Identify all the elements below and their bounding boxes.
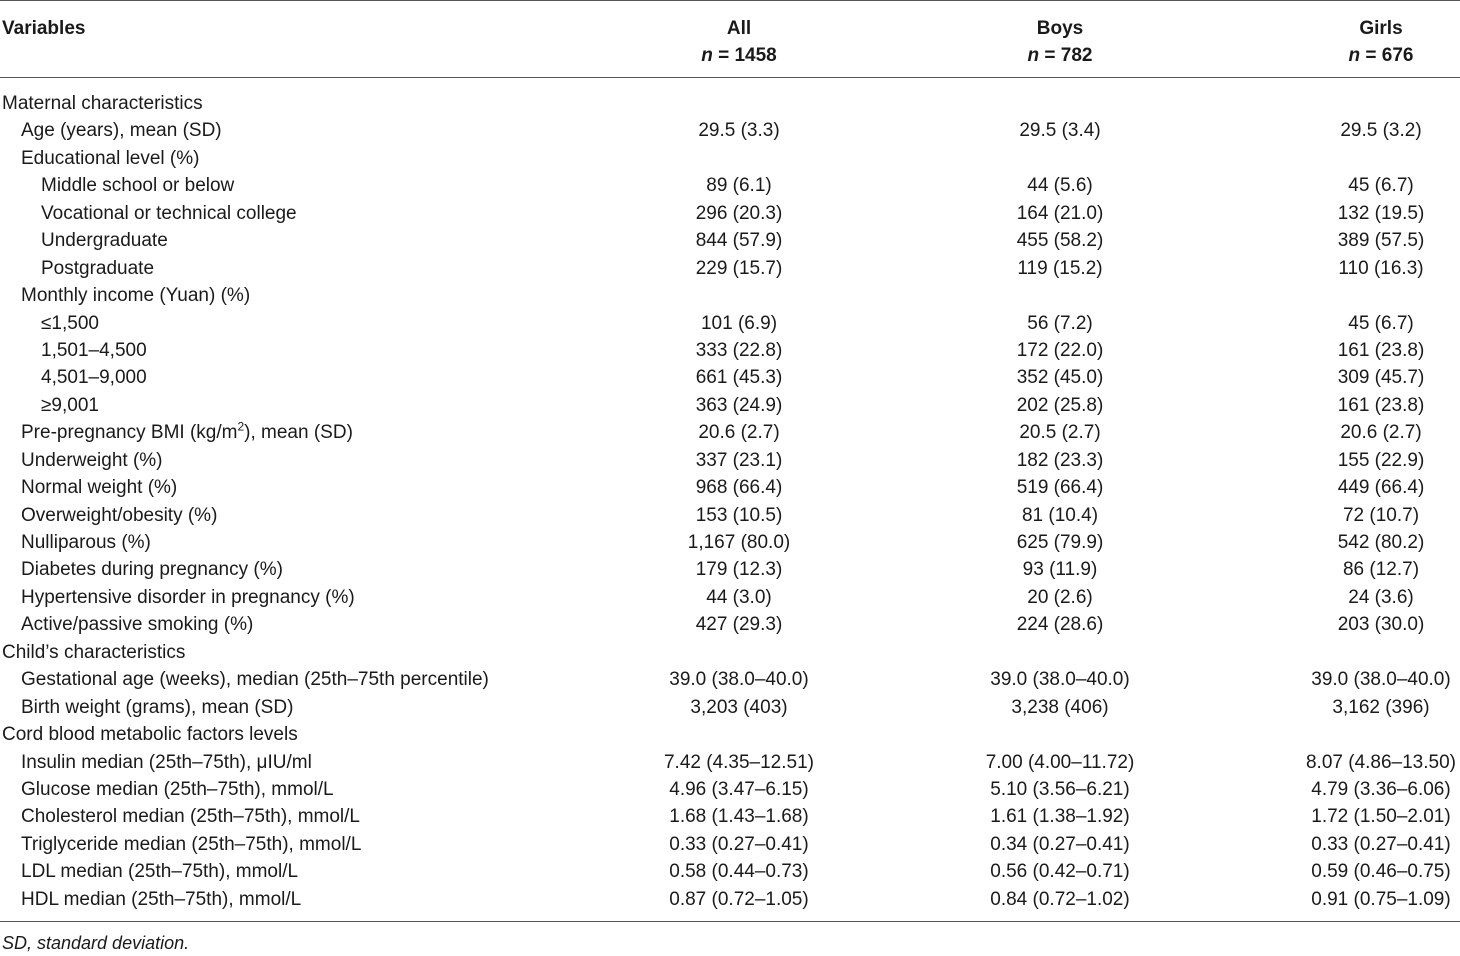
cell-boys: 519 (66.4) bbox=[1016, 477, 1104, 499]
row-label: Active/passive smoking (%) bbox=[21, 614, 254, 636]
row-label: Birth weight (grams), mean (SD) bbox=[21, 696, 294, 718]
cell-girls: 1.72 (1.50–2.01) bbox=[1311, 806, 1451, 828]
cell-all: 0.33 (0.27–0.41) bbox=[669, 833, 809, 855]
cell-girls: 203 (30.0) bbox=[1337, 614, 1425, 636]
cell-girls: 24 (3.6) bbox=[1348, 586, 1414, 608]
cell-boys: 81 (10.4) bbox=[1021, 504, 1099, 526]
cell-girls: 4.79 (3.36–6.06) bbox=[1311, 778, 1451, 800]
cell-boys: 29.5 (3.4) bbox=[1019, 120, 1101, 142]
cell-boys: 0.84 (0.72–1.02) bbox=[990, 888, 1130, 910]
cell-boys: 224 (28.6) bbox=[1016, 614, 1104, 636]
header-boys-name: Boys bbox=[1036, 18, 1084, 39]
row-label: Educational level (%) bbox=[21, 147, 200, 169]
cell-all: 153 (10.5) bbox=[695, 504, 783, 526]
row-label: Gestational age (weeks), median (25th–75th percentile) bbox=[21, 669, 489, 691]
cell-girls: 45 (6.7) bbox=[1348, 312, 1414, 334]
cell-boys: 93 (11.9) bbox=[1022, 559, 1098, 581]
table-row bbox=[0, 611, 1460, 638]
cell-all: 0.87 (0.72–1.05) bbox=[669, 888, 809, 910]
cell-boys: 352 (45.0) bbox=[1016, 367, 1104, 389]
row-label: Vocational or technical college bbox=[41, 202, 297, 224]
cell-boys: 20.5 (2.7) bbox=[1019, 422, 1101, 444]
row-label: Insulin median (25th–75th), μIU/ml bbox=[21, 751, 312, 773]
header-girls bbox=[1231, 15, 1460, 69]
cell-boys: 202 (25.8) bbox=[1016, 394, 1104, 416]
cell-boys: 7.00 (4.00–11.72) bbox=[985, 751, 1135, 773]
table-body bbox=[0, 90, 1460, 913]
table-row bbox=[0, 803, 1460, 830]
cell-all: 333 (22.8) bbox=[695, 339, 783, 361]
table-row bbox=[0, 447, 1460, 474]
header-rule bbox=[0, 77, 1460, 78]
row-label: HDL median (25th–75th), mmol/L bbox=[21, 888, 302, 910]
table-row bbox=[0, 886, 1460, 913]
row-label: Hypertensive disorder in pregnancy (%) bbox=[21, 586, 355, 608]
row-label: LDL median (25th–75th), mmol/L bbox=[21, 861, 299, 883]
cell-all: 296 (20.3) bbox=[695, 202, 783, 224]
row-label: Triglyceride median (25th–75th), mmol/L bbox=[21, 833, 362, 855]
table-row bbox=[0, 639, 1460, 666]
cell-girls: 39.0 (38.0–40.0) bbox=[1311, 669, 1451, 691]
row-label: Age (years), mean (SD) bbox=[21, 120, 222, 142]
cell-boys: 172 (22.0) bbox=[1016, 339, 1104, 361]
table-footnote: SD, standard deviation. bbox=[2, 933, 190, 953]
cell-all: 363 (24.9) bbox=[695, 394, 783, 416]
row-label: Pre-pregnancy BMI $(kg/m^2)$, mean (SD) bbox=[21, 419, 353, 444]
cell-girls: 0.91 (0.75–1.09) bbox=[1311, 888, 1451, 910]
cell-boys: 455 (58.2) bbox=[1016, 230, 1104, 252]
cell-boys: 182 (23.3) bbox=[1016, 449, 1104, 471]
row-label: ≤1,500 bbox=[41, 312, 99, 334]
header-boys bbox=[910, 15, 1210, 69]
table-bottom-rule bbox=[0, 921, 1460, 922]
table-row bbox=[0, 666, 1460, 693]
table-row bbox=[0, 776, 1460, 803]
row-label: Normal weight (%) bbox=[21, 477, 178, 499]
cell-boys: 1.61 (1.38–1.92) bbox=[990, 806, 1130, 828]
cell-boys: 164 (21.0) bbox=[1016, 202, 1104, 224]
row-label: Cholesterol median (25th–75th), mmol/L bbox=[21, 806, 361, 828]
header-boys-n: n = 782 bbox=[1027, 45, 1093, 66]
cell-all: 179 (12.3) bbox=[695, 559, 783, 581]
cell-boys: 20 (2.6) bbox=[1027, 586, 1093, 608]
table-row bbox=[0, 282, 1460, 309]
cell-all: 427 (29.3) bbox=[695, 614, 783, 636]
cell-all: 39.0 (38.0–40.0) bbox=[669, 669, 809, 691]
row-label: Undergraduate bbox=[41, 230, 168, 252]
cell-all: 44 (3.0) bbox=[706, 586, 772, 608]
table-row bbox=[0, 749, 1460, 776]
row-label: 4,501–9,000 bbox=[41, 367, 147, 389]
cell-girls: 132 (19.5) bbox=[1337, 202, 1425, 224]
table-row bbox=[0, 529, 1460, 556]
table-row bbox=[0, 694, 1460, 721]
cell-all: 337 (23.1) bbox=[695, 449, 783, 471]
cell-girls: 161 (23.8) bbox=[1337, 394, 1425, 416]
cell-all: 7.42 (4.35–12.51) bbox=[663, 751, 814, 773]
table-row bbox=[0, 419, 1460, 446]
row-label: Underweight (%) bbox=[21, 449, 163, 471]
table-row bbox=[0, 172, 1460, 199]
cell-all: 844 (57.9) bbox=[695, 230, 783, 252]
cell-boys: 56 (7.2) bbox=[1027, 312, 1093, 334]
table-row bbox=[0, 584, 1460, 611]
cell-all: 1.68 (1.43–1.68) bbox=[669, 806, 809, 828]
table-row bbox=[0, 145, 1460, 172]
table-row bbox=[0, 337, 1460, 364]
cell-girls: 449 (66.4) bbox=[1337, 477, 1425, 499]
row-label: Nulliparous (%) bbox=[21, 532, 151, 553]
table-top-rule bbox=[0, 0, 1460, 1]
row-label: Diabetes during pregnancy (%) bbox=[21, 559, 283, 581]
cell-boys: 119 (15.2) bbox=[1017, 257, 1103, 279]
cell-all: 3,203 (403) bbox=[690, 696, 788, 718]
cell-girls: 542 (80.2) bbox=[1337, 532, 1425, 553]
row-label: ≥9,001 bbox=[41, 394, 99, 416]
cell-all: 4.96 (3.47–6.15) bbox=[669, 778, 809, 800]
cell-boys: 0.56 (0.42–0.71) bbox=[990, 861, 1130, 883]
cell-all: 0.58 (0.44–0.73) bbox=[669, 861, 809, 883]
cell-girls: 0.33 (0.27–0.41) bbox=[1311, 833, 1451, 855]
cell-all: 29.5 (3.3) bbox=[698, 120, 780, 142]
row-label: Glucose median (25th–75th), mmol/L bbox=[21, 778, 334, 800]
header-all-n: n = 1458 bbox=[701, 45, 777, 66]
cell-boys: 44 (5.6) bbox=[1027, 175, 1093, 197]
row-label: Monthly income (Yuan) (%) bbox=[21, 285, 251, 307]
table-row bbox=[0, 227, 1460, 254]
cell-all: 20.6 (2.7) bbox=[698, 422, 780, 444]
header-girls-name: Girls bbox=[1359, 18, 1403, 39]
row-label: Child’s characteristics bbox=[2, 641, 186, 663]
cell-girls: 155 (22.9) bbox=[1337, 449, 1425, 471]
cell-all: 1,167 (80.0) bbox=[687, 532, 791, 553]
table-row bbox=[0, 556, 1460, 583]
cell-boys: 625 (79.9) bbox=[1016, 532, 1104, 553]
row-label: Overweight/obesity (%) bbox=[21, 504, 218, 526]
cell-girls: 45 (6.7) bbox=[1348, 175, 1414, 197]
cell-girls: 8.07 (4.86–13.50) bbox=[1305, 751, 1456, 773]
cell-boys: 3,238 (406) bbox=[1011, 696, 1109, 718]
cell-girls: 161 (23.8) bbox=[1337, 339, 1425, 361]
row-label: Middle school or below bbox=[41, 175, 235, 197]
table-row bbox=[0, 117, 1460, 144]
row-label: Maternal characteristics bbox=[2, 93, 203, 114]
table-row bbox=[0, 831, 1460, 858]
row-label: Postgraduate bbox=[41, 257, 155, 279]
cell-girls: 29.5 (3.2) bbox=[1340, 120, 1422, 142]
cell-all: 229 (15.7) bbox=[695, 257, 783, 279]
cell-all: 101 (6.9) bbox=[700, 312, 778, 334]
table-row bbox=[0, 392, 1460, 419]
header-all-name: All bbox=[726, 18, 752, 39]
header-all bbox=[589, 15, 889, 69]
cell-girls: 0.59 (0.46–0.75) bbox=[1311, 861, 1451, 883]
table-row bbox=[0, 255, 1460, 282]
cell-all: 89 (6.1) bbox=[706, 175, 772, 197]
cell-girls: 20.6 (2.7) bbox=[1340, 422, 1422, 444]
table-row bbox=[0, 200, 1460, 227]
table-row bbox=[0, 858, 1460, 885]
cell-boys: 39.0 (38.0–40.0) bbox=[990, 669, 1130, 691]
cell-boys: 5.10 (3.56–6.21) bbox=[990, 778, 1130, 800]
table-row bbox=[0, 364, 1460, 391]
cell-girls: 3,162 (396) bbox=[1332, 696, 1430, 718]
table-row bbox=[0, 721, 1460, 748]
header-variables: Variables bbox=[2, 18, 86, 39]
cell-girls: 72 (10.7) bbox=[1342, 504, 1420, 526]
cell-girls: 309 (45.7) bbox=[1337, 367, 1425, 389]
cell-all: 968 (66.4) bbox=[695, 477, 783, 499]
cell-girls: 86 (12.7) bbox=[1342, 559, 1420, 581]
table-row bbox=[0, 310, 1460, 337]
cell-all: 661 (45.3) bbox=[695, 367, 783, 389]
header-girls-n: n = 676 bbox=[1348, 45, 1414, 66]
table-row bbox=[0, 474, 1460, 501]
cell-girls: 389 (57.5) bbox=[1337, 230, 1425, 252]
row-label: 1,501–4,500 bbox=[41, 339, 147, 361]
table-row bbox=[0, 502, 1460, 529]
cell-boys: 0.34 (0.27–0.41) bbox=[990, 833, 1130, 855]
cell-girls: 110 (16.3) bbox=[1338, 257, 1424, 279]
table-row bbox=[0, 90, 1460, 117]
row-label: Cord blood metabolic factors levels bbox=[2, 724, 298, 746]
